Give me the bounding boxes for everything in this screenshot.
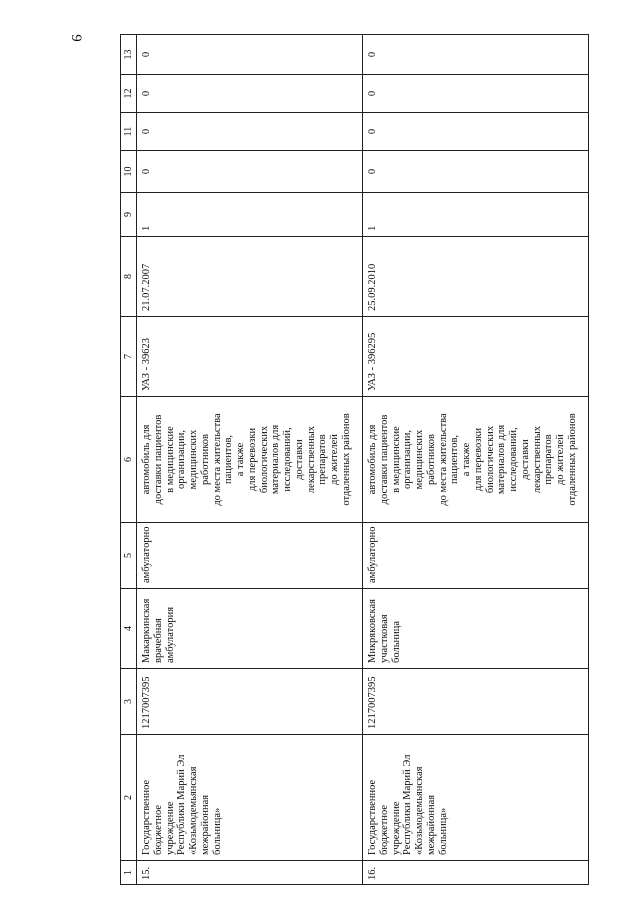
column-number: 13	[121, 35, 137, 75]
column-number: 6	[121, 397, 137, 523]
page-number: 9	[68, 34, 84, 42]
care-mode: амбулаторно	[137, 523, 363, 589]
column-number: 12	[121, 75, 137, 113]
count-col-12: 0	[363, 75, 589, 113]
column-number: 4	[121, 589, 137, 669]
count-col-13: 0	[363, 35, 589, 75]
vehicle-model: УАЗ - 39623	[137, 317, 363, 397]
count-col-11: 0	[363, 113, 589, 151]
column-number: 2	[121, 735, 137, 861]
count-col-10: 0	[137, 151, 363, 193]
table-row	[137, 35, 363, 885]
column-number: 1	[121, 861, 137, 885]
vehicle-purpose: автомобиль для доставки пациентов в медицинские организации, медицинских работников до места жительства пациентов, а также для перевозки биологических материалов для исследований, доставки лекарственных препаратов до жителей отдаленных районов	[363, 397, 589, 523]
vehicle-purpose: автомобиль для доставки пациентов в медицинские организации, медицинских работников до места жительства пациентов, а также для перевозки биологических материалов для исследований, доставки лекарственных препаратов до жителей отдаленных районов	[137, 397, 363, 523]
subdivision-name: Микряковская участковая больница	[363, 589, 589, 669]
registration-date: 25.09.2010	[363, 237, 589, 317]
institution-name: Государственное бюджетное учреждение Республики Марий Эл «Козьмодемьянская межрайонная больница»	[363, 735, 589, 861]
registration-date: 21.07.2007	[137, 237, 363, 317]
institution-code: 1217007395	[137, 669, 363, 735]
column-number: 7	[121, 317, 137, 397]
count-col-13: 0	[137, 35, 363, 75]
vehicle-model: УАЗ - 396295	[363, 317, 589, 397]
row-number: 16.	[363, 861, 589, 885]
count-col-9: 1	[137, 193, 363, 237]
row-number: 15.	[137, 861, 363, 885]
table-row	[363, 35, 589, 885]
count-col-12: 0	[137, 75, 363, 113]
count-col-9: 1	[363, 193, 589, 237]
institution-name: Государственное бюджетное учреждение Республики Марий Эл «Козьмодемьянская межрайонная больница»	[137, 735, 363, 861]
count-col-11: 0	[137, 113, 363, 151]
count-col-10: 0	[363, 151, 589, 193]
institution-code: 1217007395	[363, 669, 589, 735]
care-mode: амбулаторно	[363, 523, 589, 589]
column-number: 10	[121, 151, 137, 193]
column-number: 8	[121, 237, 137, 317]
column-number: 11	[121, 113, 137, 151]
column-number: 5	[121, 523, 137, 589]
subdivision-name: Макаркинская врачебная амбулатория	[137, 589, 363, 669]
column-number-row	[121, 35, 137, 885]
vehicle-table	[120, 34, 589, 885]
column-number: 3	[121, 669, 137, 735]
column-number: 9	[121, 193, 137, 237]
